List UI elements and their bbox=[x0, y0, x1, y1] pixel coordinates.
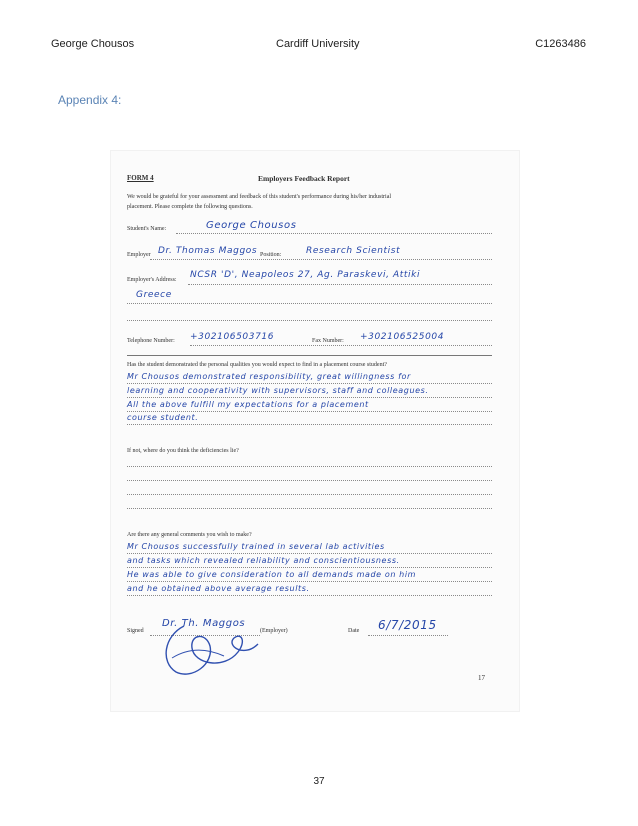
header-institution: Cardiff University bbox=[276, 38, 360, 50]
form-intro-line2: placement. Please complete the following questions. bbox=[127, 204, 253, 210]
answer2-rule4 bbox=[127, 508, 492, 509]
answer1-rule2 bbox=[127, 397, 492, 398]
address-label: Employer's Address: bbox=[127, 277, 177, 283]
answer3-line3: He was able to give consideration to all demands made on him bbox=[127, 570, 417, 579]
address-value-line2: Greece bbox=[136, 290, 172, 300]
answer1-rule3 bbox=[127, 411, 492, 412]
signature-scribble bbox=[154, 618, 264, 680]
date-value: 6/7/2015 bbox=[378, 618, 437, 632]
answer2-rule2 bbox=[127, 480, 492, 481]
employer-label: Employer bbox=[127, 252, 151, 258]
signed-value: Dr. Th. Maggos bbox=[162, 618, 246, 629]
answer2-rule1 bbox=[127, 466, 492, 467]
form-number: FORM 4 bbox=[127, 174, 154, 182]
answer1-rule1 bbox=[127, 383, 492, 384]
answer1-line4: course student. bbox=[127, 413, 199, 422]
answer3-line2: and tasks which revealed reliability and conscientiousness. bbox=[127, 556, 400, 565]
date-label: Date bbox=[348, 628, 360, 634]
employer-line bbox=[150, 259, 492, 260]
answer3-rule3 bbox=[127, 581, 492, 582]
fax-label: Fax Number: bbox=[312, 338, 344, 344]
employer-value: Dr. Thomas Maggos bbox=[158, 246, 258, 256]
appendix-title: Appendix 4: bbox=[58, 93, 122, 107]
student-name-value: George Chousos bbox=[206, 220, 297, 231]
position-label: Position: bbox=[260, 252, 282, 258]
telephone-line bbox=[190, 345, 492, 346]
address-value-line1: NCSR 'D', Neapoleos 27, Ag. Paraskevi, Attiki bbox=[190, 270, 421, 280]
answer3-line4: and he obtained above average results. bbox=[127, 584, 310, 593]
address-line1 bbox=[188, 284, 492, 285]
answer1-line3: All the above fulfill my expectations for a placement bbox=[127, 400, 369, 409]
answer1-line1: Mr Chousos demonstrated responsibility, great willingness for bbox=[127, 372, 411, 381]
answer1-rule4 bbox=[127, 424, 492, 425]
form-page-number: 17 bbox=[478, 674, 485, 682]
page-number: 37 bbox=[313, 776, 325, 787]
form-title: Employers Feedback Report bbox=[258, 174, 350, 183]
fax-value: +302106525004 bbox=[360, 332, 445, 342]
answer3-rule1 bbox=[127, 553, 492, 554]
answer3-rule2 bbox=[127, 567, 492, 568]
answer2-rule3 bbox=[127, 494, 492, 495]
form-intro-line1: We would be grateful for your assessment and feedback of this student's performance during his/her industrial bbox=[127, 194, 392, 200]
date-line bbox=[368, 635, 448, 636]
question-deficiencies: If not, where do you think the deficiencies lie? bbox=[127, 448, 239, 454]
scanned-feedback-form bbox=[110, 150, 520, 712]
signed-label: Signed bbox=[127, 628, 144, 634]
employer-tag: (Employer) bbox=[260, 628, 288, 634]
section-divider bbox=[127, 355, 492, 356]
address-line3 bbox=[127, 320, 492, 321]
header-author: George Chousos bbox=[51, 38, 135, 50]
telephone-value: +302106503716 bbox=[190, 332, 275, 342]
question-personal-qualities: Has the student demonstrated the personal qualities you would expect to find in a placement course student? bbox=[127, 362, 387, 368]
answer1-line2: learning and cooperativity with supervisors, staff and colleagues. bbox=[127, 386, 429, 395]
answer3-rule4 bbox=[127, 595, 492, 596]
address-line2 bbox=[127, 303, 492, 304]
question-general-comments: Are there any general comments you wish to make? bbox=[127, 532, 252, 538]
position-value: Research Scientist bbox=[306, 246, 401, 256]
student-name-line bbox=[176, 233, 492, 234]
answer3-line1: Mr Chousos successfully trained in several lab activities bbox=[127, 542, 385, 551]
header-student-id: C1263486 bbox=[535, 38, 586, 50]
student-name-label: Student's Name: bbox=[127, 226, 167, 232]
telephone-label: Telephone Number: bbox=[127, 338, 175, 344]
